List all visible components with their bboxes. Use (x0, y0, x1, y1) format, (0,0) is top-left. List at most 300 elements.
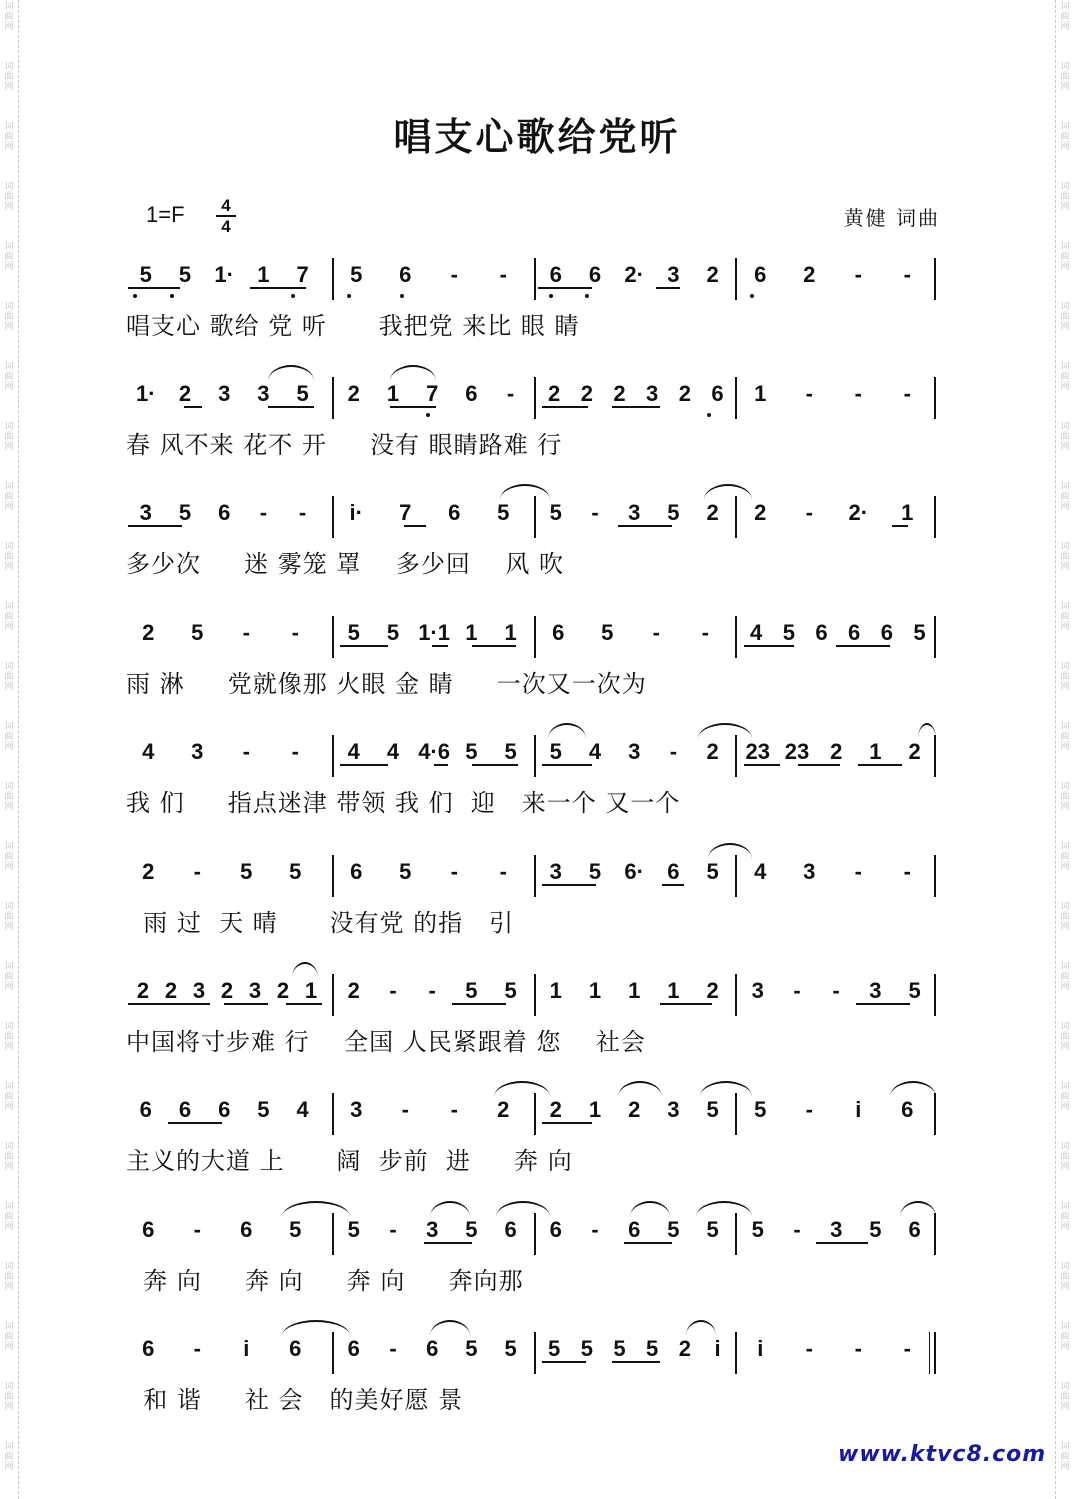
dash-mark: - (389, 1336, 397, 1361)
note: 1 (257, 262, 270, 287)
underline-beam (836, 645, 890, 647)
watermark-mark: 词 曲 网 (4, 1442, 14, 1472)
note: 2 (678, 381, 691, 406)
dash-mark: - (193, 1217, 201, 1242)
dash-mark: - (193, 1336, 201, 1361)
note: 6 (426, 1336, 439, 1361)
underline-beam (168, 1122, 222, 1124)
dash-mark: - (242, 620, 250, 645)
note: 5 (869, 1217, 882, 1242)
underline-beam (816, 1242, 868, 1244)
barline (332, 735, 334, 777)
watermark-mark: 词 曲 网 (1060, 962, 1070, 992)
note: 5 (667, 1217, 680, 1242)
note: i (243, 1336, 250, 1361)
score-system (0, 258, 1074, 378)
note: 6 (667, 859, 680, 884)
lyrics-line: 唱支心 歌给 党 听 我把党 来比 眼 睛 (126, 312, 580, 340)
underline-beam (432, 645, 448, 647)
dash-mark: - (401, 1097, 409, 1122)
note: 2 (706, 262, 719, 287)
note: 3 (751, 978, 764, 1003)
score-system (0, 377, 1074, 497)
watermark-mark: 词 曲 网 (4, 542, 14, 572)
dash-mark: - (805, 1097, 813, 1122)
dash-mark: - (389, 1217, 397, 1242)
author-credit: 黄健 词曲 (843, 206, 940, 230)
dash-mark: - (903, 1336, 911, 1361)
watermark-mark: 词 曲 网 (1060, 842, 1070, 872)
note: 3 (869, 978, 882, 1003)
dash-mark: - (506, 381, 515, 406)
dash-mark: - (242, 739, 250, 764)
note: 7 (296, 262, 309, 287)
note: 1 (386, 381, 400, 406)
note: 5 (706, 1097, 719, 1122)
note: 2 (220, 978, 234, 1003)
note: 5 (549, 500, 562, 525)
score-system (0, 974, 1074, 1094)
underline-beam (404, 525, 426, 527)
note: 5 (289, 1217, 302, 1242)
note: 3 (549, 859, 562, 884)
barline (534, 974, 536, 1016)
barline (534, 616, 536, 658)
note: 5 (601, 620, 614, 645)
note: 1· (136, 381, 156, 406)
note: 2 (347, 978, 360, 1003)
barline (934, 855, 936, 897)
note: 5 (497, 500, 510, 525)
note: 5 (913, 620, 926, 645)
barline (534, 377, 536, 419)
watermark-mark: 词 曲 网 (4, 422, 14, 452)
low-octave-dot (170, 294, 174, 298)
note: 5 (754, 1097, 767, 1122)
underline-beam (660, 1003, 712, 1005)
barline (934, 1332, 936, 1374)
watermark-mark: 词 曲 网 (1060, 362, 1070, 392)
barline (735, 735, 737, 777)
note: 6 (552, 620, 565, 645)
underline-beam (542, 1361, 586, 1363)
barline (534, 1213, 536, 1255)
watermark-mark: 词 曲 网 (4, 1262, 14, 1292)
note: 1 (549, 978, 562, 1003)
note: 4 (754, 859, 767, 884)
watermark-mark: 词 曲 网 (1060, 62, 1070, 92)
underline-beam (224, 1003, 268, 1005)
dash-mark: - (291, 739, 299, 764)
underline-beam (798, 764, 840, 766)
note: i (757, 1336, 764, 1361)
dash-mark: - (669, 739, 678, 764)
note: 5 (646, 1336, 659, 1361)
underline-beam (434, 764, 448, 766)
note: 2 (830, 739, 843, 764)
low-octave-dot (549, 294, 553, 298)
note: 6 (350, 859, 363, 884)
note: 5 (386, 620, 400, 645)
watermark-mark: 词 曲 网 (1060, 542, 1070, 572)
note: 4 (347, 739, 360, 764)
note: 6 (549, 262, 562, 287)
dash-mark: - (832, 978, 840, 1003)
note: 2 (178, 381, 192, 406)
watermark-mark: 词 曲 网 (4, 722, 14, 752)
note: 2 (706, 739, 719, 764)
underline-beam (472, 645, 516, 647)
watermark-mark: 词 曲 网 (1060, 482, 1070, 512)
note: 6· (624, 859, 644, 884)
watermark-mark: 词 曲 网 (1060, 1262, 1070, 1292)
note: 6 (754, 262, 767, 287)
low-octave-dot (291, 294, 295, 298)
underline-beam (542, 884, 596, 886)
note: 2 (628, 1097, 641, 1122)
low-octave-dot (426, 413, 430, 417)
underline-beam (472, 764, 518, 766)
note: 2 (164, 978, 178, 1003)
dash-mark: - (291, 620, 299, 645)
note: 6 (908, 1217, 921, 1242)
note: 3 (350, 1097, 363, 1122)
note: 3 (628, 500, 641, 525)
watermark-mark: 词 曲 网 (1060, 182, 1070, 212)
note: 1·1 (418, 620, 450, 645)
underline-beam (856, 1003, 910, 1005)
dash-mark: - (450, 262, 458, 287)
score-system (0, 1093, 1074, 1213)
note: 6 (448, 500, 461, 525)
watermark-mark: 词 曲 网 (1060, 782, 1070, 812)
watermark-mark: 词 曲 网 (4, 482, 14, 512)
underline-beam (542, 764, 592, 766)
note: 6 (549, 1217, 562, 1242)
note: 6 (901, 1097, 914, 1122)
watermark-mark: 词 曲 网 (4, 1022, 14, 1052)
underline-beam (424, 1242, 472, 1244)
dash-mark: - (793, 1217, 801, 1242)
watermark-mark: 词 曲 网 (4, 602, 14, 632)
low-octave-dot (585, 294, 589, 298)
barline (534, 496, 536, 538)
note: 5 (504, 1336, 517, 1361)
barline (735, 974, 737, 1016)
note: 2 (908, 739, 921, 764)
note: 6 (465, 381, 478, 406)
note: 5 (465, 739, 478, 764)
barline (735, 1093, 737, 1135)
note: 2 (580, 381, 593, 406)
watermark-mark: 词 曲 网 (4, 782, 14, 812)
lyrics-line: 主义的大道 上 阔 步前 进 奔 向 (126, 1147, 573, 1175)
barline (735, 258, 737, 300)
note: 2 (136, 978, 150, 1003)
note: 5 (751, 1217, 764, 1242)
watermark-mark: 词 曲 网 (4, 182, 14, 212)
underline-beam (542, 406, 588, 408)
note: 6 (711, 381, 724, 406)
key-signature: 1=F (146, 202, 185, 227)
note: 5 (706, 1217, 719, 1242)
barline (534, 1332, 536, 1374)
note: 6 (588, 262, 602, 287)
barline (332, 1332, 334, 1374)
barline (332, 377, 334, 419)
note: 5 (588, 859, 602, 884)
time-signature-top: 4 (221, 196, 231, 215)
watermark-mark: 词 曲 网 (4, 62, 14, 92)
note: 4 (386, 739, 400, 764)
note: i· (349, 500, 363, 525)
note: 7 (399, 500, 412, 525)
note: 4 (142, 739, 155, 764)
note: 6 (628, 1217, 641, 1242)
lyrics-line: 雨 过 天 晴 没有党 的指 引 (126, 909, 515, 937)
dash-mark: - (450, 1097, 458, 1122)
note: 5 (289, 859, 302, 884)
barline (735, 855, 737, 897)
watermark-mark: 词 曲 网 (1060, 242, 1070, 272)
lyrics-line: 多少次 迷 雾笼 罩 多少回 风 吹 (126, 550, 565, 578)
barline (332, 1093, 334, 1135)
watermark-mark: 词 曲 网 (4, 1082, 14, 1112)
note: 6 (218, 500, 231, 525)
note: 6 (848, 620, 861, 645)
note: 2 (276, 978, 290, 1003)
lyrics-line: 春 风不来 花不 开 没有 眼睛路难 行 (126, 431, 563, 459)
note: 23 (784, 739, 810, 764)
note: 2 (803, 262, 816, 287)
watermark-mark: 词 曲 网 (1060, 422, 1070, 452)
note: 5 (465, 978, 478, 1003)
note: 5 (548, 1336, 561, 1361)
barline (534, 855, 536, 897)
note: 6 (504, 1217, 517, 1242)
barline (934, 377, 936, 419)
barline (332, 1213, 334, 1255)
watermark-mark: 词 曲 网 (1060, 122, 1070, 152)
note: 1 (628, 978, 641, 1003)
low-octave-dot (400, 294, 404, 298)
dash-mark: - (499, 262, 507, 287)
watermark-mark: 词 曲 网 (1060, 1082, 1070, 1112)
watermark-mark: 词 曲 网 (4, 1382, 14, 1412)
lyrics-line: 中国将寸步难 行 全国 人民紧跟着 您 社会 (126, 1028, 646, 1056)
note: 1 (588, 1097, 602, 1122)
note: 5 (257, 1097, 270, 1122)
note: i (855, 1097, 862, 1122)
underline-beam (662, 884, 684, 886)
note: 1 (754, 381, 767, 406)
underline-beam (452, 1003, 506, 1005)
underline-beam (128, 1003, 210, 1005)
dash-mark: - (854, 381, 862, 406)
watermark-mark: 词 曲 网 (4, 1322, 14, 1352)
note: 5 (240, 859, 253, 884)
note: 1 (901, 500, 914, 525)
time-signature (214, 197, 238, 235)
note: i (714, 1336, 721, 1361)
note: 5 (706, 859, 719, 884)
note: 5 (139, 262, 152, 287)
watermark-mark: 词 曲 网 (1060, 1442, 1070, 1472)
watermark-mark: 词 曲 网 (1060, 1142, 1070, 1172)
underline-beam (250, 287, 306, 289)
barline (332, 855, 334, 897)
barline (934, 496, 936, 538)
note: 3 (830, 1217, 843, 1242)
dash-mark: - (805, 1336, 813, 1361)
song-title: 唱支心歌给党听 (393, 114, 681, 159)
watermark-mark: 词 曲 网 (4, 362, 14, 392)
watermark-mark: 词 曲 网 (1060, 1322, 1070, 1352)
underline-beam (340, 764, 388, 766)
final-barline (929, 1332, 930, 1374)
watermark-mark: 词 曲 网 (1060, 1382, 1070, 1412)
note: 5 (580, 1336, 593, 1361)
barline (934, 616, 936, 658)
note: 1 (304, 978, 318, 1003)
note: 3 (192, 978, 206, 1003)
barline (934, 735, 936, 777)
underline-beam (390, 406, 436, 408)
dash-mark: - (805, 381, 813, 406)
score-system (0, 735, 1074, 855)
dash-mark: - (903, 381, 911, 406)
underline-beam (656, 287, 680, 289)
watermark-mark: 词 曲 网 (1060, 662, 1070, 692)
barline (735, 496, 737, 538)
barline (735, 616, 737, 658)
note: 5 (613, 1336, 626, 1361)
watermark-mark: 词 曲 网 (1060, 722, 1070, 752)
underline-beam (184, 406, 202, 408)
barline (735, 1332, 737, 1374)
note: 5 (504, 739, 517, 764)
lyrics-line: 奔 向 奔 向 奔 向 奔向那 (126, 1267, 524, 1295)
dash-mark: - (298, 500, 307, 525)
website-logo: www.ktvc8.com (838, 1442, 1047, 1467)
dash-mark: - (854, 262, 862, 287)
note: 2 (678, 1336, 691, 1361)
note: 5 (347, 620, 360, 645)
watermark-mark: 词 曲 网 (1060, 2, 1070, 32)
note: 5 (178, 500, 192, 525)
note: 6 (289, 1336, 302, 1361)
barline (735, 377, 737, 419)
score-system (0, 1332, 1074, 1452)
note: 2· (624, 262, 644, 287)
barline (934, 974, 936, 1016)
time-signature-bottom: 4 (221, 217, 231, 236)
note: 4 (750, 620, 763, 645)
barline (332, 496, 334, 538)
watermark-mark: 词 曲 网 (4, 902, 14, 932)
note: 7 (426, 381, 439, 406)
note: 4·6 (418, 739, 450, 764)
note: 3 (803, 859, 816, 884)
note: 2 (497, 1097, 510, 1122)
note: 5 (347, 1217, 360, 1242)
watermark-mark: 词 曲 网 (4, 962, 14, 992)
underline-beam (624, 1242, 672, 1244)
watermark-mark: 词 曲 网 (1060, 602, 1070, 632)
low-octave-dot (133, 294, 137, 298)
score-system (0, 496, 1074, 616)
barline (534, 1093, 536, 1135)
note: 6 (880, 620, 893, 645)
note: 23 (745, 739, 771, 764)
dash-mark: - (193, 859, 201, 884)
score-system (0, 616, 1074, 736)
note: 6 (142, 1217, 155, 1242)
note: 5 (504, 978, 517, 1003)
note: 5 (667, 500, 680, 525)
underline-beam (286, 1003, 322, 1005)
note: 3 (667, 1097, 680, 1122)
underline-beam (744, 645, 794, 647)
note: 6 (399, 262, 412, 287)
low-octave-dot (347, 294, 351, 298)
note: 1 (667, 978, 680, 1003)
note: 3 (139, 500, 152, 525)
lyrics-line: 雨 淋 党就像那 火眼 金 睛 一次又一次为 (126, 670, 647, 698)
dash-mark: - (701, 620, 709, 645)
low-octave-dot (750, 294, 754, 298)
barline (332, 258, 334, 300)
note: 6 (240, 1217, 253, 1242)
note: 2 (706, 500, 719, 525)
barline (735, 1213, 737, 1255)
note: 1 (465, 620, 478, 645)
dash-mark: - (259, 500, 268, 525)
note: 6 (139, 1097, 152, 1122)
dash-mark: - (805, 500, 813, 525)
note: 2 (142, 620, 155, 645)
dash-mark: - (903, 859, 911, 884)
note: 5 (296, 381, 309, 406)
watermark-mark: 词 曲 网 (4, 302, 14, 332)
dash-mark: - (793, 978, 801, 1003)
watermark-mark: 词 曲 网 (1060, 1202, 1070, 1232)
watermark-mark: 词 曲 网 (1060, 1022, 1070, 1052)
watermark-mark: 词 曲 网 (4, 2, 14, 32)
barline (934, 1093, 936, 1135)
watermark-mark: 词 曲 网 (4, 1142, 14, 1172)
note: 2 (754, 500, 767, 525)
underline-beam (618, 525, 672, 527)
note: 5 (399, 859, 412, 884)
note: 1· (214, 262, 234, 287)
note: 3 (646, 381, 659, 406)
underline-beam (612, 1361, 660, 1363)
note: 3 (191, 739, 204, 764)
dash-mark: - (499, 859, 507, 884)
watermark-mark: 词 曲 网 (4, 1202, 14, 1232)
note: 1 (504, 620, 517, 645)
underline-beam (128, 525, 182, 527)
lyrics-line: 我 们 指点迷津 带领 我 们 迎 来一个 又一个 (126, 789, 681, 817)
note: 6 (142, 1336, 155, 1361)
underline-beam (744, 764, 780, 766)
barline (934, 1213, 936, 1255)
note: 5 (350, 262, 363, 287)
score-system (0, 1213, 1074, 1333)
note: 6 (347, 1336, 360, 1361)
note: 2 (613, 381, 626, 406)
